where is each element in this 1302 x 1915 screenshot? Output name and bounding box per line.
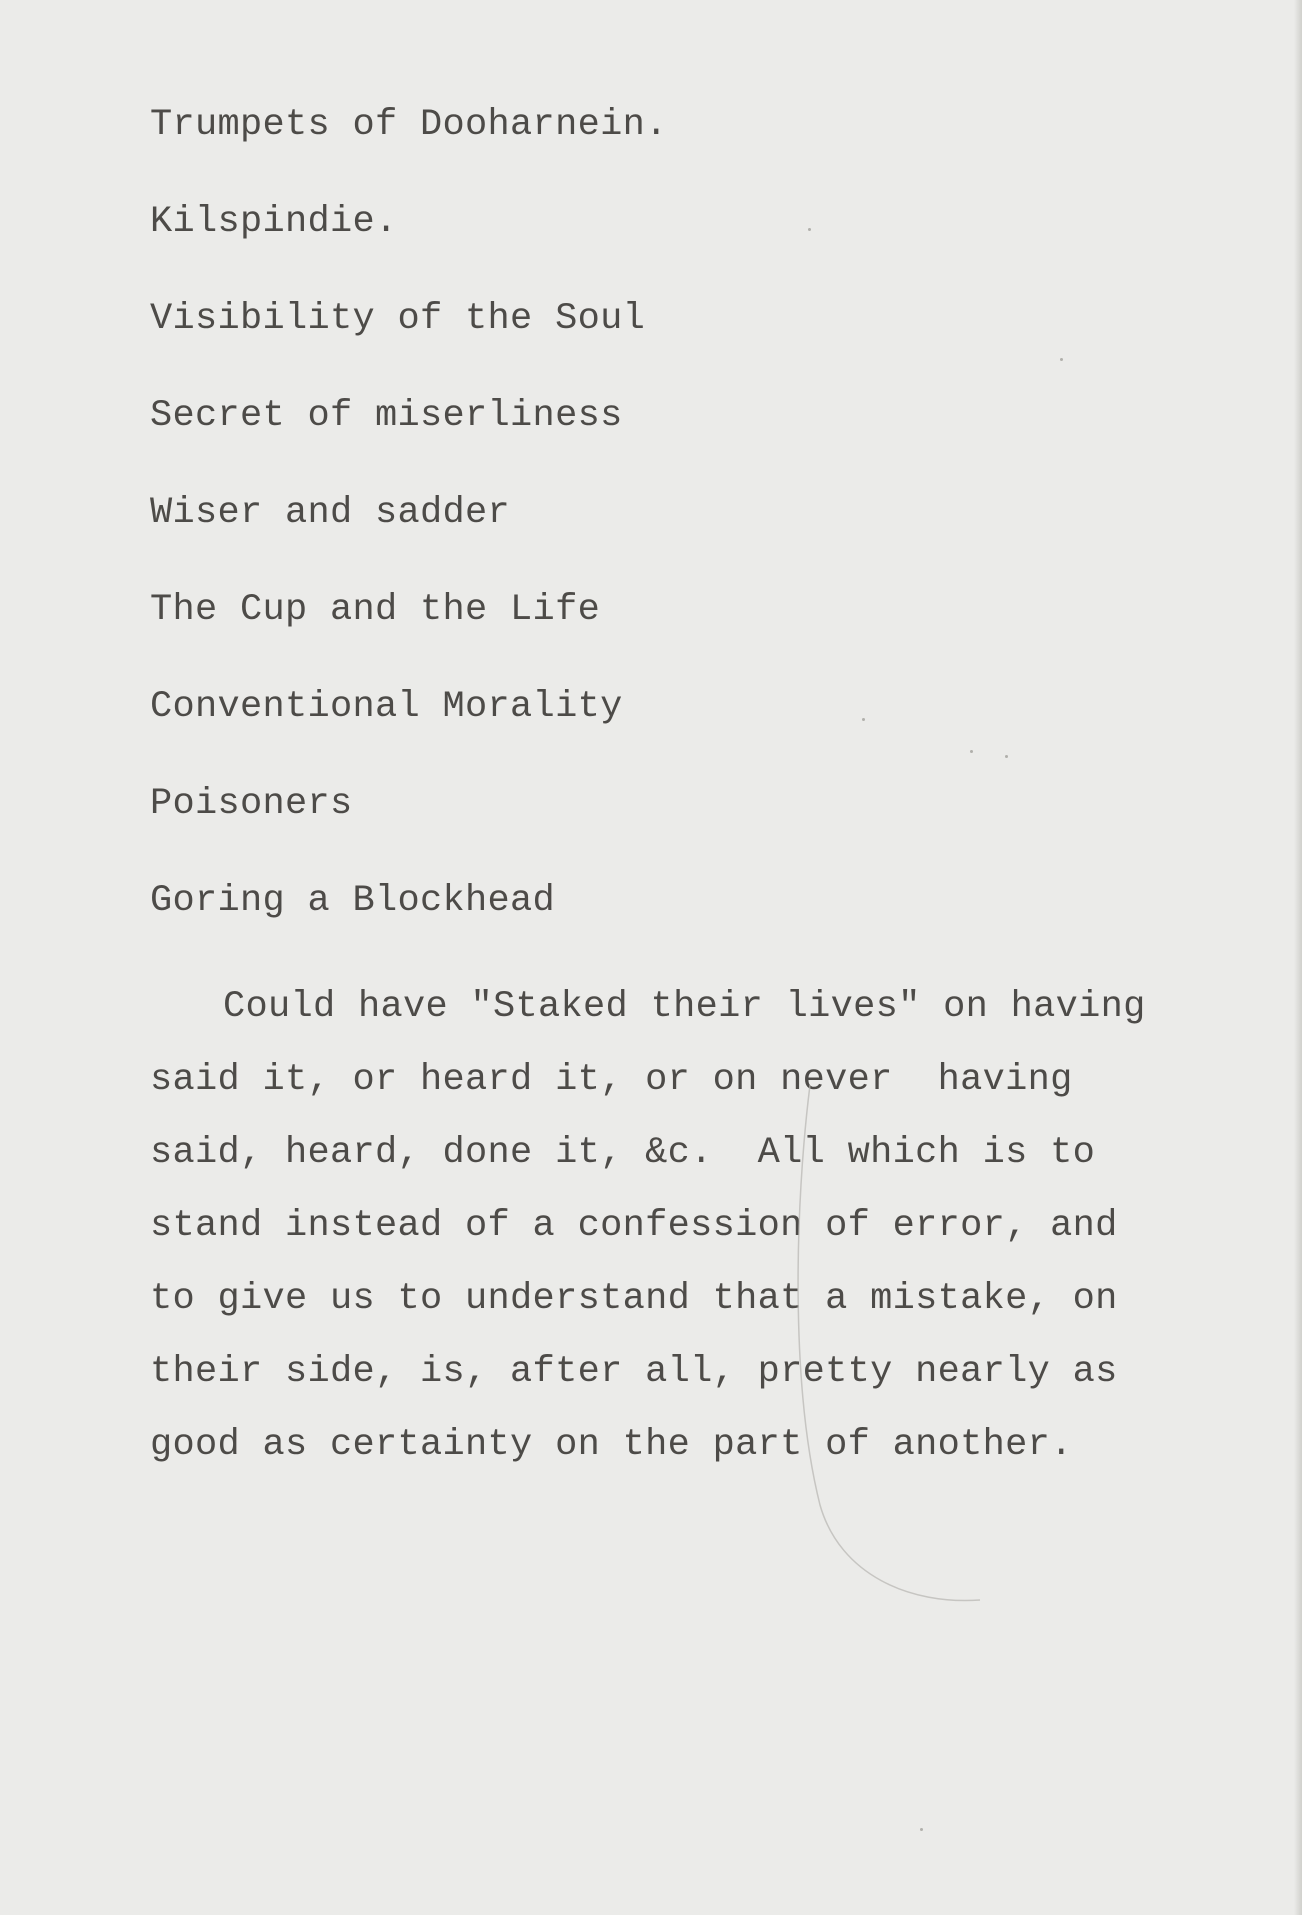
paper-speck — [862, 718, 865, 721]
paragraph-line: to give us to understand that a mistake, on — [150, 1278, 1118, 1320]
paper-speck — [808, 228, 811, 231]
paragraph-line: Could have "Staked their lives" on having — [223, 986, 1146, 1028]
paragraph-line: their side, is, after all, pretty nearly as — [150, 1351, 1118, 1393]
body-paragraph — [150, 977, 1240, 1488]
title-item: Trumpets of Dooharnein. — [150, 104, 668, 146]
paper-speck — [1060, 358, 1063, 361]
title-list — [150, 95, 1200, 968]
paragraph-line: stand instead of a confession of error, and — [150, 1205, 1118, 1247]
title-item: Conventional Morality — [150, 686, 623, 728]
title-item: Visibility of the Soul — [150, 298, 646, 340]
paper-speck — [970, 750, 973, 753]
title-item: Wiser and sadder — [150, 492, 511, 534]
title-item: Kilspindie. — [150, 201, 398, 243]
title-item: The Cup and the Life — [150, 589, 601, 631]
title-item: Secret of miserliness — [150, 395, 623, 437]
paper-speck — [920, 1828, 923, 1831]
paragraph-line: said it, or heard it, or on never having — [150, 1059, 1073, 1101]
paragraph-line: said, heard, done it, &c. All which is to — [150, 1132, 1096, 1174]
paragraph-line: good as certainty on the part of another. — [150, 1424, 1073, 1466]
title-item: Poisoners — [150, 783, 353, 825]
title-item: Goring a Blockhead — [150, 880, 556, 922]
paper-speck — [1005, 755, 1008, 758]
